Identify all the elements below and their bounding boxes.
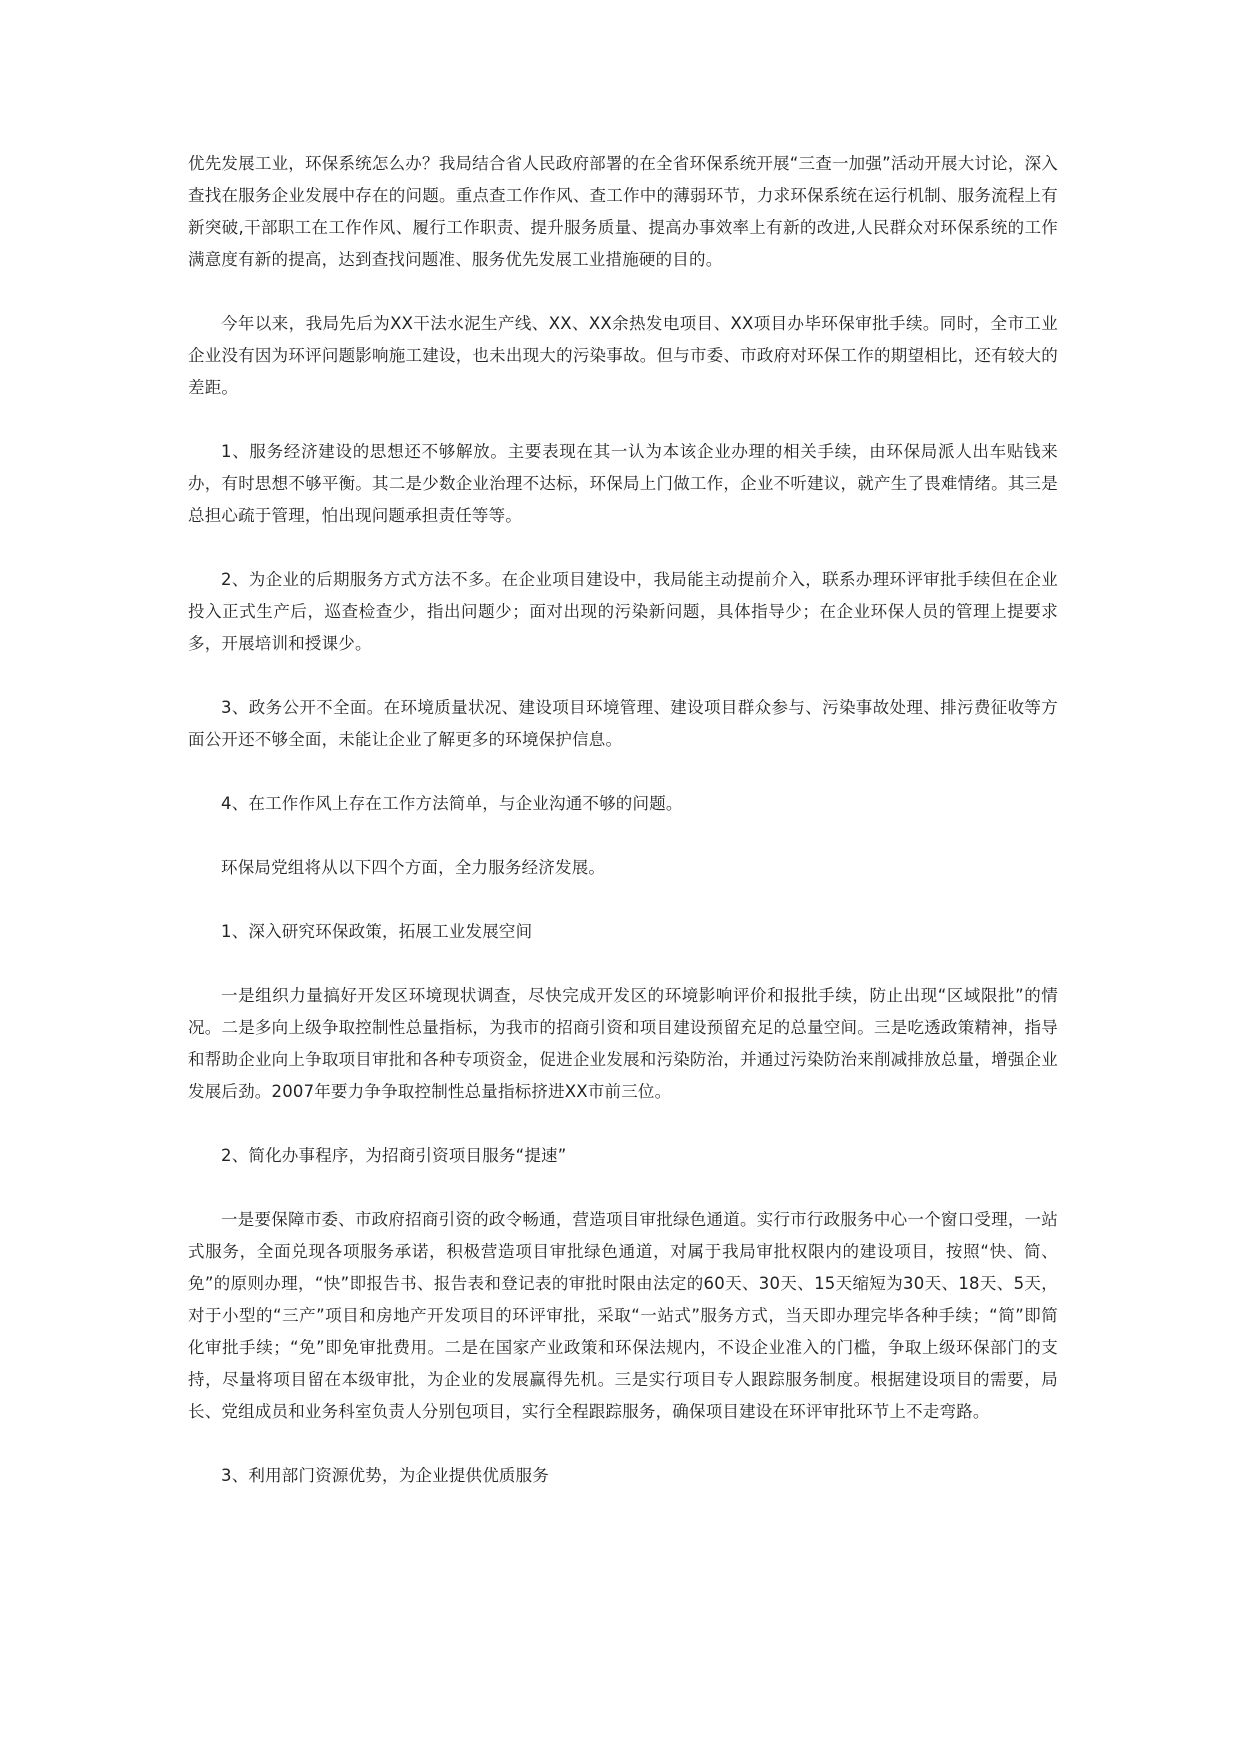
section-heading-3: 3、利用部门资源优势，为企业提供优质服务 xyxy=(221,1466,549,1485)
paragraph-6: 4、在工作作风上存在工作方法简单，与企业沟通不够的问题。 xyxy=(221,794,683,813)
section-heading-2: 2、简化办事程序，为招商引资项目服务“提速” xyxy=(221,1146,567,1165)
paragraph-2: 今年以来，我局先后为XX干法水泥生产线、XX、XX余热发电项目、XX项目办毕环保审批手续。同时，全市工业企业没有因为环评问题影响施工建设，也未出现大的污染事故。但与市委、市政府对环保工作的期望相比，还有较大的差距。 xyxy=(188,314,1058,397)
paragraph-1: 优先发展工业，环保系统怎么办？我局结合省人民政府部署的在全省环保系统开展“三查一加强”活动开展大讨论，深入查找在服务企业发展中存在的问题。重点查工作作风、查工作中的薄弱环节，力求环保系统在运行机制、服务流程上有新突破,干部职工在工作作风、履行工作职责、提升服务质量、提高办事效率上有新的改进,人民群众对环保系统的工作满意度有新的提高，达到查找问题准、服务优先发展工业措施硬的目的。 xyxy=(188,154,1058,269)
paragraph-4: 2、为企业的后期服务方式方法不多。在企业项目建设中，我局能主动提前介入，联系办理环评审批手续但在企业投入正式生产后，巡查检查少，指出问题少；面对出现的污染新问题，具体指导少；在企业环保人员的管理上提要求多，开展培训和授课少。 xyxy=(188,570,1058,653)
section-heading-1: 1、深入研究环保政策，拓展工业发展空间 xyxy=(221,922,533,941)
paragraph-5: 3、政务公开不全面。在环境质量状况、建设项目环境管理、建设项目群众参与、污染事故处理、排污费征收等方面公开还不够全面，未能让企业了解更多的环境保护信息。 xyxy=(188,698,1058,749)
paragraph-8: 一是组织力量搞好开发区环境现状调查，尽快完成开发区的环境影响评价和报批手续，防止出现“区域限批”的情况。二是多向上级争取控制性总量指标，为我市的招商引资和项目建设预留充足的总量空间。三是吃透政策精神，指导和帮助企业向上争取项目审批和各种专项资金，促进企业发展和污染防治，并通过污染防治来削减排放总量，增强企业发展后劲。2007年要力争争取控制性总量指标挤进XX市前三位。 xyxy=(188,986,1058,1101)
paragraph-9: 一是要保障市委、市政府招商引资的政令畅通，营造项目审批绿色通道。实行市行政服务中心一个窗口受理，一站式服务，全面兑现各项服务承诺，积极营造项目审批绿色通道，对属于我局审批权限内的建设项目，按照“快、简、免”的原则办理，“快”即报告书、报告表和登记表的审批时限由法定的60天、30天、15天缩短为30天、18天、5天，对于小型的“三产”项目和房地产开发项目的环评审批，采取“一站式”服务方式，当天即办理完毕各种手续；“简”即简化审批手续；“免”即免审批费用。二是在国家产业政策和环保法规内，不设企业准入的门槛，争取上级环保部门的支持，尽量将项目留在本级审批，为企业的发展赢得先机。三是实行项目专人跟踪服务制度。根据建设项目的需要，局长、党组成员和业务科室负责人分别包项目，实行全程跟踪服务，确保项目建设在环评审批环节上不走弯路。 xyxy=(188,1210,1058,1421)
paragraph-3: 1、服务经济建设的思想还不够解放。主要表现在其一认为本该企业办理的相关手续，由环保局派人出车贴钱来办，有时思想不够平衡。其二是少数企业治理不达标，环保局上门做工作，企业不听建议，就产生了畏难情绪。其三是总担心疏于管理，怕出现问题承担责任等等。 xyxy=(188,442,1058,525)
paragraph-7: 环保局党组将从以下四个方面，全力服务经济发展。 xyxy=(221,858,606,877)
document-body xyxy=(188,148,1058,1492)
